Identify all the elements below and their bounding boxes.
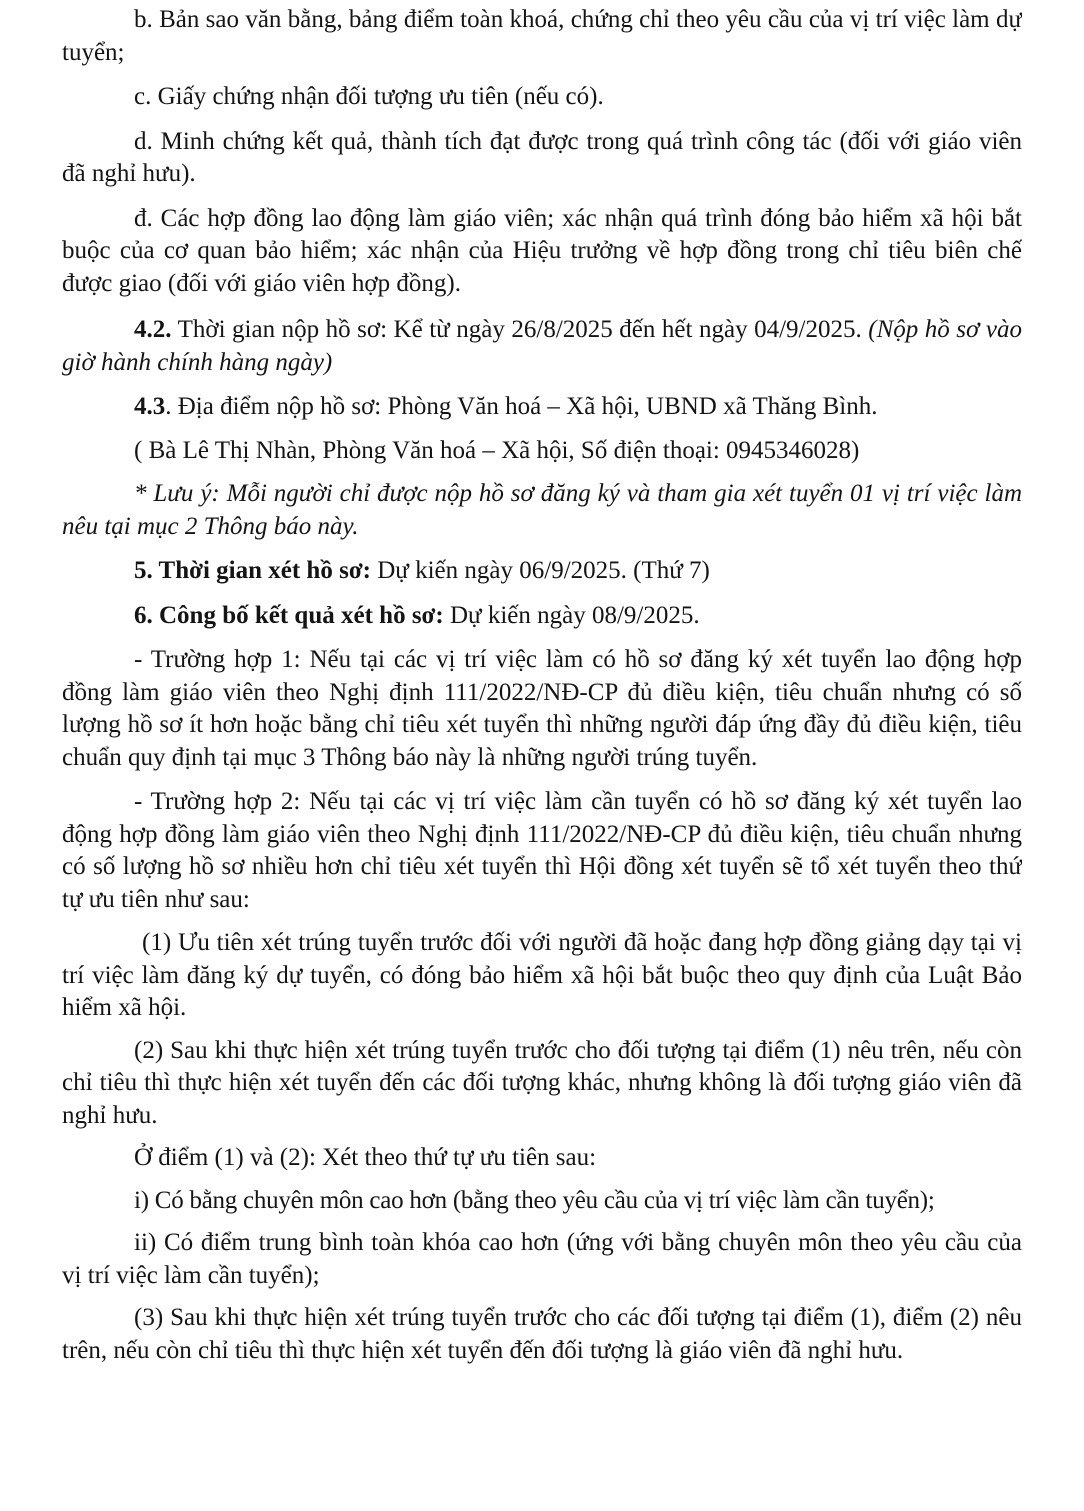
section-4-3 bbox=[62, 391, 1022, 424]
priority-ii: ii) Có điểm trung bình toàn khóa cao hơn (ứng với bằng chuyên môn theo yêu cầu của vị trí việc làm cần tuyển); bbox=[62, 1229, 1022, 1289]
priority-2: (2) Sau khi thực hiện xét trúng tuyển trước cho đối tượng tại điểm (1) nêu trên, nếu còn chỉ tiêu thì thực hiện xét tuyển đến các đối tượng khác, nhưng không là đối tượng giáo viên đã nghỉ hưu. bbox=[62, 1036, 1022, 1129]
section-5-heading: 5. Thời gian xét hồ sơ: bbox=[134, 557, 371, 584]
section-4-2-note: (Nộp hồ sơ vào giờ hành chính hàng ngày) bbox=[62, 316, 1022, 376]
section-6-text: Dự kiến ngày 08/9/2025. bbox=[443, 601, 700, 629]
section-5-text: Dự kiến ngày 06/9/2025. (Thứ 7) bbox=[371, 557, 710, 584]
note: * Lưu ý: Mỗi người chỉ được nộp hồ sơ đăng ký và tham gia xét tuyển 01 vị trí việc làm nêu tại mục 2 Thông báo này. bbox=[62, 480, 1022, 540]
section-6 bbox=[62, 600, 1022, 633]
priority-i: i) Có bằng chuyên môn cao hơn (bằng theo yêu cầu của vị trí việc làm cần tuyển); bbox=[134, 1186, 935, 1214]
priority-1-2-heading: Ở điểm (1) và (2): Xét theo thứ tự ưu tiên sau: bbox=[134, 1144, 597, 1171]
item-b: b. Bản sao văn bằng, bảng điểm toàn khoá, chứng chỉ theo yêu cầu của vị trí việc làm dự tuyển; bbox=[62, 6, 1022, 66]
section-5 bbox=[62, 555, 1022, 588]
section-4-2 bbox=[62, 314, 1022, 379]
case-1: - Trường hợp 1: Nếu tại các vị trí việc làm có hồ sơ đăng ký xét tuyển lao động hợp đồng làm giáo viên theo Nghị định 111/2022/NĐ-CP đủ điều kiện, tiêu chuẩn nhưng có số lượng hồ sơ ít hơn hoặc bằng chỉ tiêu xét tuyển thì những người đáp ứng đầy đủ điều kiện, tiêu chuẩn quy định tại mục 3 Thông báo này là những người trúng tuyển. bbox=[62, 646, 1022, 771]
item-d: d. Minh chứng kết quả, thành tích đạt được trong quá trình công tác (đối với giáo viên đã nghỉ hưu). bbox=[62, 127, 1022, 187]
contact-info: ( Bà Lê Thị Nhàn, Phòng Văn hoá – Xã hội, Số điện thoại: 0945346028) bbox=[134, 436, 860, 464]
priority-3: (3) Sau khi thực hiện xét trúng tuyển trước cho các đối tượng tại điểm (1), điểm (2) nêu trên, nếu còn chỉ tiêu thì thực hiện xét tuyển đến đối tượng là giáo viên đã nghỉ hưu. bbox=[62, 1304, 1022, 1364]
case-2: - Trường hợp 2: Nếu tại các vị trí việc làm cần tuyển có hồ sơ đăng ký xét tuyển lao động hợp đồng làm giáo viên theo Nghị định 111/2022/NĐ-CP đủ điều kiện, tiêu chuẩn nhưng có số lượng hồ sơ nhiều hơn chỉ tiêu xét tuyển thì Hội đồng xét tuyển sẽ tổ xét tuyển theo thứ tự ưu tiên như sau: bbox=[62, 788, 1022, 913]
item-c: c. Giấy chứng nhận đối tượng ưu tiên (nếu có). bbox=[134, 83, 604, 110]
priority-1: (1) Ưu tiên xét trúng tuyển trước đối với người đã hoặc đang hợp đồng giảng dạy tại vị trí việc làm đăng ký dự tuyển, có đóng bảo hiểm xã hội bắt buộc theo quy định của Luật Bảo hiểm xã hội. bbox=[62, 929, 1022, 1021]
item-dd: đ. Các hợp đồng lao động làm giáo viên; xác nhận quá trình đóng bảo hiểm xã hội bắt buộc của cơ quan bảo hiểm; xác nhận của Hiệu trưởng về hợp đồng trong chỉ tiêu biên chế được giao (đối với giáo viên hợp đồng). bbox=[62, 204, 1022, 297]
section-4-3-number: 4.3 bbox=[134, 393, 166, 420]
section-4-2-number: 4.2. bbox=[134, 316, 172, 343]
document-page bbox=[62, 4, 1022, 1504]
section-6-heading: 6. Công bố kết quả xét hồ sơ: bbox=[134, 601, 444, 629]
section-4-2-text: Thời gian nộp hồ sơ: Kể từ ngày 26/8/2025 đến hết ngày 04/9/2025. bbox=[171, 316, 869, 343]
section-4-3-text: . Địa điểm nộp hồ sơ: Phòng Văn hoá – Xã hội, UBND xã Thăng Bình. bbox=[165, 393, 878, 420]
